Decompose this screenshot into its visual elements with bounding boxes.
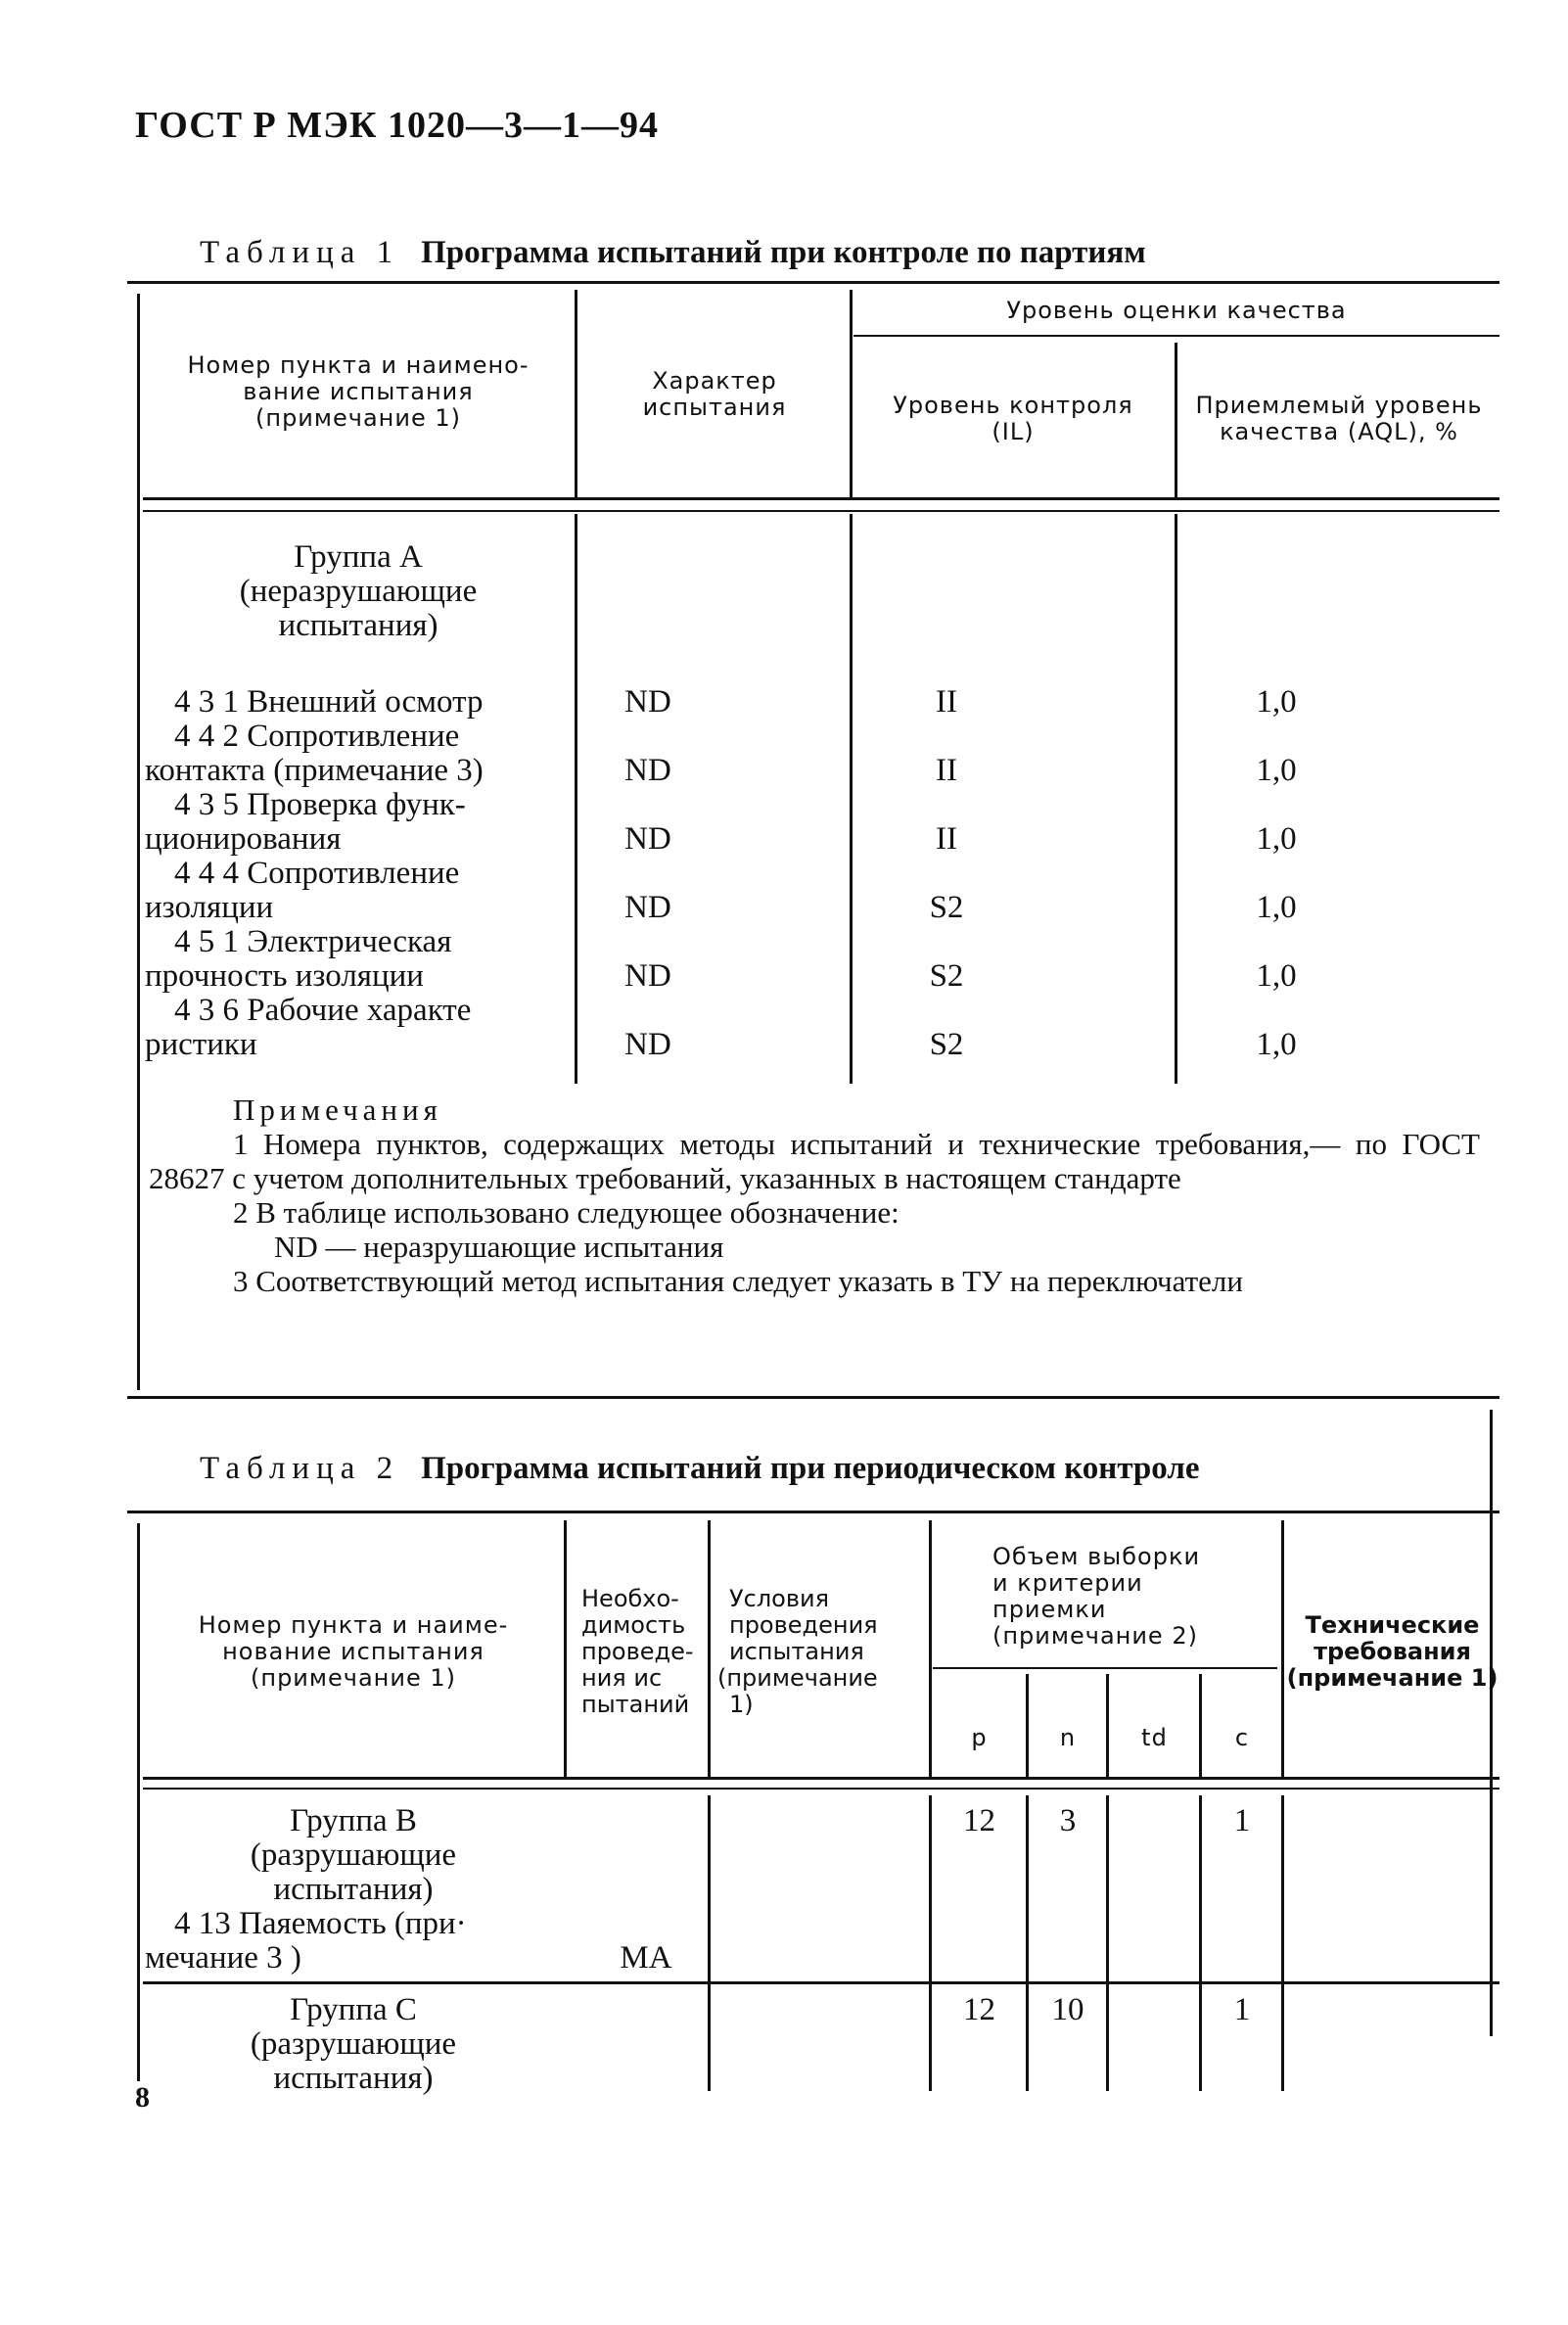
note-1: 1 Номера пунктов, содержащих методы испытаний и технические требования,— по ГОСТ 28627 с учетом дополнительных требований, указанных в настоящем стандарте [149,1127,1480,1195]
table2-col-divider [1026,1795,1029,2091]
table2-col-divider [1106,1795,1109,2091]
table2-col-divider [1026,1674,1029,1777]
table1-col-divider [1175,514,1177,1084]
table1-left-border [137,294,140,1390]
table1-header-quality: Уровень оценки качества [1006,297,1347,324]
table1-row-aql: 1,0 [1256,1027,1297,1062]
table1-row-aql: 1,0 [1256,821,1297,857]
table2-col-divider [1281,1795,1284,2091]
table2-col-divider [1199,1674,1202,1777]
table1-row-character: ND [624,684,671,720]
table1-row-il: II [936,684,957,720]
table1-header-rule [143,497,1499,500]
table2-sample-rule [933,1667,1277,1669]
page-number: 8 [135,2081,150,2114]
table2-title: Программа испытаний при периодическом контроле [421,1451,1200,1486]
table1-row-name: 4 4 2 Сопротивление контакта (примечание 3) [145,719,484,788]
table1-row-il: II [936,821,957,857]
table1-row-aql: 1,0 [1256,684,1297,720]
table1-header-character: Характер испытания [642,367,787,421]
table1-row-name: 4 4 4 Сопротивление изоляции [145,856,460,925]
table2-groupc-p: 12 [963,1992,995,2027]
table1-row-aql: 1,0 [1256,890,1297,925]
table1-quality-rule [853,335,1499,337]
table2-left-border [137,1523,140,2081]
table1-row-il: S2 [929,958,964,994]
table1-notes [149,1093,1480,1298]
table2-groupc-c: 1 [1233,1992,1251,2027]
table2-groupb-c: 1 [1233,1803,1251,1838]
table1-col-divider [850,514,853,1084]
table1-row-character: ND [624,890,671,925]
table2-caption [200,1451,1200,1487]
table1-caption [200,235,1146,271]
table2-header-p: p [971,1724,988,1751]
table2-groupb-n: 3 [1059,1803,1077,1838]
table2-group-c: Группа С (разрушающие испытания) [250,1992,457,2096]
table2-groupb-p: 12 [963,1803,995,1838]
table2-col-divider [929,1520,932,1777]
table1-row-il: II [936,753,957,788]
table1-group-a: Группа А (неразрушающие испытания) [239,539,478,643]
table1-header-rule-2 [143,510,1499,512]
table1-col-divider [575,514,577,1084]
table1-bottom-rule [127,1396,1499,1399]
table1-row-aql: 1,0 [1256,753,1297,788]
table2-header-rule-2 [143,1788,1499,1790]
table2-col-divider [708,1520,711,1777]
table2-group-b: Группа В (разрушающие испытания) [250,1803,457,1907]
table1-header-item: Номер пункта и наимено- вание испытания (примечание 1) [187,351,530,432]
table1-col-divider [1175,343,1177,497]
table2-header-c: c [1234,1724,1250,1751]
table1-row-name: 4 3 1 Внешний осмотр [174,684,484,720]
table1-row-name: 4 3 6 Рабочие характе ристики [145,993,472,1062]
table1-row-character: ND [624,1027,671,1062]
note-2: 2 В таблице использовано следующее обозначение: [233,1195,899,1230]
table2-groupc-n: 10 [1051,1992,1084,2027]
table2-header-item: Номер пункта и наиме- нование испытания (примечание 1) [198,1611,509,1692]
table2-col-divider [929,1795,932,2091]
table2-group-rule [143,1981,1499,1984]
table1-row-character: ND [624,821,671,857]
note-2-sub: ND — неразрушающие испытания [274,1230,724,1264]
table2-header-sample: Объем выборки и критерии приемки (примечание 2) [992,1543,1201,1650]
table2-top-rule [127,1511,1499,1513]
table2-header-td: td [1141,1724,1168,1751]
table1-row-name: 4 3 5 Проверка функ- ционирования [145,787,466,857]
table1-header-il: Уровень контроля (IL) [893,392,1133,445]
table2-col-divider [1106,1674,1109,1777]
table1-title: Программа испытаний при контроле по партиям [421,235,1146,270]
table2-header-necessity: Необхо- димость проведе- ния ис пытаний [581,1585,694,1718]
note-3: 3 Соответствующий метод испытания следует указать в ТУ на переключатели [233,1264,1243,1298]
table1-row-name: 4 5 1 Электрическая прочность изоляции [145,924,452,994]
table2-right-edge [1490,1410,1493,2036]
table2-col-divider [1199,1795,1202,2091]
document-header: ГОСТ Р МЭК 1020—3—1—94 [135,105,659,146]
table1-row-il: S2 [929,890,964,925]
table1-row-aql: 1,0 [1256,958,1297,994]
table1-col-divider [850,290,853,497]
table2-header-conditions: Условия проведения испытания (примечание 1) [717,1585,878,1718]
table1-row-character: ND [624,958,671,994]
table1-header-aql: Приемлемый уровень качества (AQL), % [1195,392,1483,445]
table1-row-character: ND [624,753,671,788]
table2-header-rule [143,1777,1499,1780]
table2-header-tech: Технические требования (примечание 1) [1286,1611,1499,1692]
table1-label: Таблица 1 [200,235,400,270]
table1-col-divider [575,290,577,497]
table2-header-n: n [1059,1724,1077,1751]
table2-col-divider [708,1795,711,2091]
table2-row-necessity: МА [620,1940,672,1976]
table2-label: Таблица 2 [200,1451,400,1486]
table2-row-name: 4 13 Паяемость (при· мечание 3 ) [145,1906,467,1976]
notes-title: Примечания [233,1093,442,1127]
table1-row-il: S2 [929,1027,964,1062]
table2-col-divider [564,1520,567,1777]
table1-top-rule [127,281,1499,284]
